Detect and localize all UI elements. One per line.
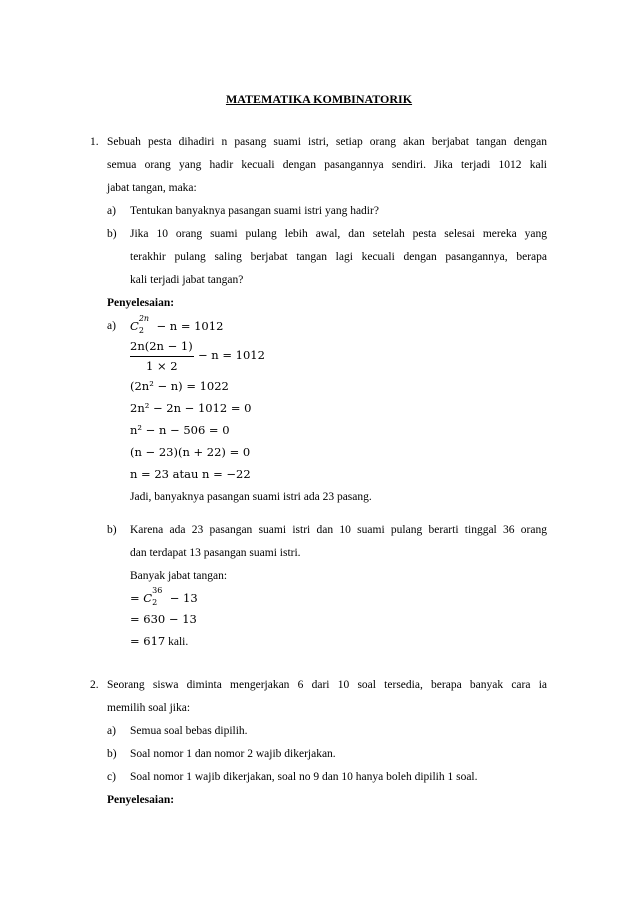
equation-rest: − 13 [166, 591, 198, 605]
fraction-denominator: 1 × 2 [146, 359, 178, 373]
solution-a-conclusion: Jadi, banyaknya pasangan suami istri ada 23 pasang. [130, 491, 372, 503]
result-value: = 617 [130, 634, 166, 648]
equation-5: n² − n − 506 = 0 [130, 423, 230, 437]
question-1b-text-line: Jika 10 orang suami pulang lebih awal, dan setelah pesta selesai mereka yang [130, 228, 547, 240]
equation-3: (2n² − n) = 1022 [130, 379, 229, 393]
question-1b-text-line: terakhir pulang saling berjabat tangan lagi kecuali dengan pasangannya, berapa [130, 251, 547, 263]
question-1a-label: a) [107, 205, 116, 217]
equation-6: (n − 23)(n + 22) = 0 [130, 445, 251, 459]
solution-b-text-line: Karena ada 23 pasangan suami istri dan 10 suami pulang berarti tinggal 36 orang [130, 524, 547, 536]
fraction-bar [130, 356, 194, 357]
result-unit: kali. [165, 636, 189, 648]
question-1-number: 1. [90, 136, 99, 148]
equation-7: n = 23 atau n = −22 [130, 467, 251, 481]
question-2b-text: Soal nomor 1 dan nomor 2 wajib dikerjakan. [130, 748, 336, 760]
combination-superscript: 36 [152, 586, 163, 595]
combination-subscript: 2 [138, 326, 144, 335]
page-title: MATEMATIKA KOMBINATORIK [225, 92, 413, 106]
fraction-numerator: 2n(2n − 1) [130, 339, 193, 353]
equation-1-rest: − n = 1012 [152, 319, 224, 333]
solution-b-equation-2: = 630 − 13 [130, 612, 197, 626]
question-2-text-line: memilih soal jika: [107, 702, 191, 714]
equation-2-rest: − n = 1012 [198, 348, 265, 362]
question-1-text-line: semua orang yang hadir kecuali dengan pasangannya sendiri. Jika terjadi 1012 kali [107, 159, 547, 171]
question-2c-text: Soal nomor 1 wajib dikerjakan, soal no 9 dan 10 hanya boleh dipilih 1 soal. [130, 771, 478, 783]
equals-prefix: = [130, 591, 144, 605]
solution-a-label: a) [107, 320, 116, 332]
question-1-text-line: Sebuah pesta dihadiri n pasang suami istri, setiap orang akan berjabat tangan dengan [107, 136, 547, 148]
combination-subscript: 2 [152, 598, 158, 607]
question-2b-label: b) [107, 748, 117, 760]
question-2-number: 2. [90, 679, 99, 691]
solution-label: Penyelesaian: [107, 297, 175, 309]
question-2-text-line: Seorang siswa diminta mengerjakan 6 dari 10 soal tersedia, berapa banyak cara ia [107, 679, 547, 691]
combination-symbol: C [143, 591, 153, 605]
question-2a-label: a) [107, 725, 116, 737]
solution-b-label: b) [107, 524, 117, 536]
question-2a-text: Semua soal bebas dipilih. [130, 725, 248, 737]
solution-b-text-line: dan terdapat 13 pasangan suami istri. [130, 547, 301, 559]
question-2c-label: c) [107, 771, 116, 783]
solution-b-equation-3 [130, 636, 188, 649]
question-1b-text-line: kali terjadi jabat tangan? [130, 274, 244, 286]
equation-1 [130, 314, 224, 335]
solution-label: Penyelesaian: [107, 794, 175, 806]
solution-b-text-line: Banyak jabat tangan: [130, 570, 228, 582]
solution-b-equation-1 [130, 586, 198, 607]
combination-symbol: C [130, 319, 139, 333]
question-1-text-line: jabat tangan, maka: [107, 182, 197, 194]
combination-superscript: 2n [138, 314, 150, 323]
question-1a-text: Tentukan banyaknya pasangan suami istri yang hadir? [130, 205, 379, 217]
question-1b-label: b) [107, 228, 117, 240]
equation-4: 2n² − 2n − 1012 = 0 [130, 401, 252, 415]
